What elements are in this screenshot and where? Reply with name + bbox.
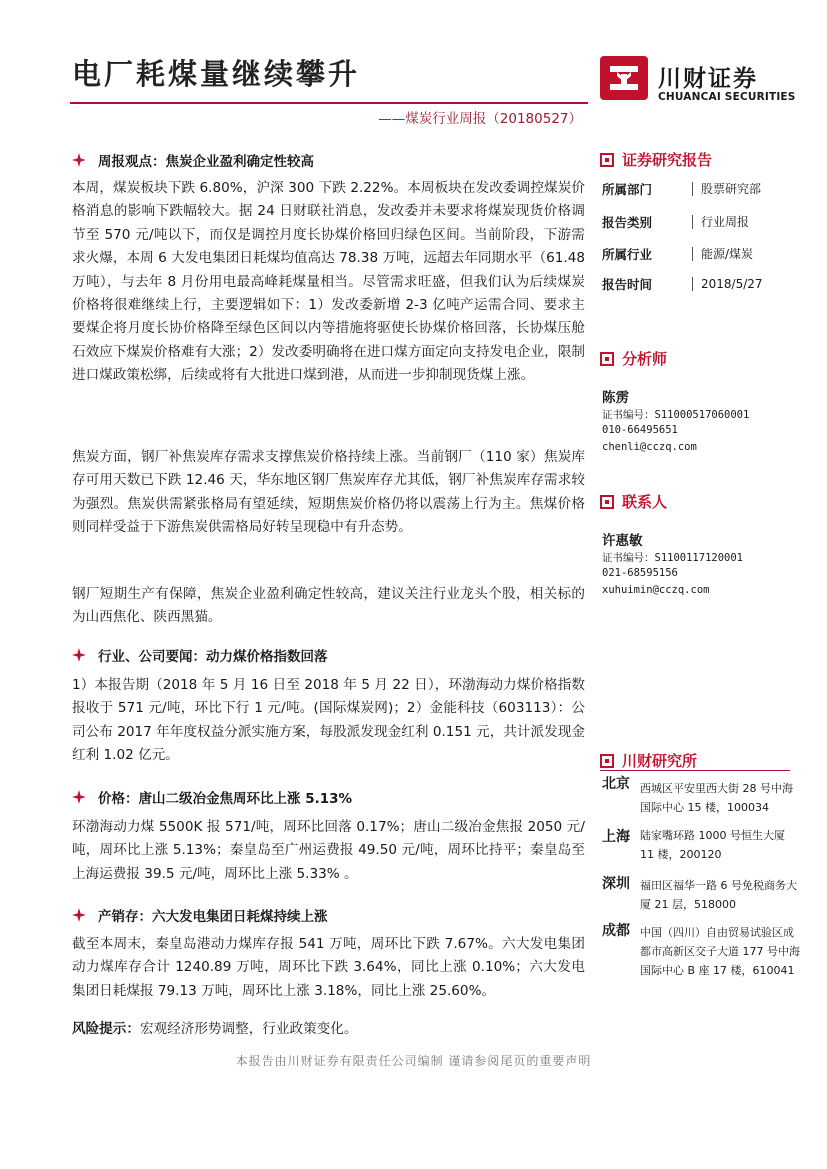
square-bullet-icon [600,352,614,366]
report-type-heading: 证券研究报告 [600,149,712,170]
analyst-phone: 010-66495651 [602,424,678,436]
contact-phone: 021-68595156 [602,567,678,579]
section-heading: 产销存：六大发电集团日耗煤持续上涨 [72,905,328,925]
logo-name-en: CHUANCAI SECURITIES [658,91,796,103]
meta-key: 报告类别 [602,215,653,230]
square-bullet-icon [600,153,614,167]
office-city: 上海 [602,829,630,845]
paragraph: 焦炭方面，钢厂补焦炭库存需求支撑焦炭价格持续上涨。当前钢厂（110 家）焦炭库存可用天数已下跌 12.46 天，华东地区钢厂焦炭库存尤其低，钢厂补焦炭库存需求较为强烈。焦炭供需紧张格局有望延续，短期焦炭价格仍将以震荡上行为主。焦煤价格则同样受益于下游焦炭供需格局好转呈现稳中有升态势。 [72,449,585,536]
meta-value: 股票研究部 [692,182,761,196]
section-heading: 价格：唐山二级冶金焦周环比上涨 5.13% [72,787,352,807]
section-heading: 行业、公司要闻：动力煤价格指数回落 [72,645,328,665]
contact-cert: 证书编号：S1100117120001 [602,552,744,564]
analyst-cert: 证书编号：S1100051706000​1 [602,409,750,421]
meta-value: 2018/5/27 [692,277,763,291]
diamond-bullet-icon [72,908,86,922]
office-address: 陆家嘴环路 1000 号恒生大厦 11 楼，200120 [640,829,785,861]
office-city: 深圳 [602,876,630,892]
logo-name-cn: 川财证券 [658,66,758,92]
report-subtitle: ——煤炭行业周报（20180527） [378,111,582,127]
contact-email[interactable]: xuhuimin@cczq.com [602,584,710,596]
contact-heading: 联系人 [600,491,667,512]
institute-divider [600,770,790,771]
office-address: 西城区平安里西大街 28 号中海国际中心 15 楼，100034 [640,782,793,814]
meta-value: 能源/煤炭 [692,247,753,261]
page-title: 电厂耗煤量继续攀升 [72,57,361,91]
meta-key: 所属部门 [602,182,653,197]
diamond-bullet-icon [72,153,86,167]
chuancai-logo-icon [600,56,648,100]
institute-heading: 川财研究所 [600,750,697,771]
paragraph: 环渤海动力煤 5500K 报 571/吨，周环比回落 0.17%；唐山二级冶金焦报 2050 元/吨，周环比上涨 5.13%；秦皇岛至广州运费报 49.50 元/吨，周环比持平；秦皇岛至上海运费报 39.5 元/吨，周环比上涨 5.33% 。 [72,819,585,882]
office-address: 福田区福华一路 6 号免税商务大厦 21 层，518000 [640,879,797,911]
risk-text: 宏观经济形势调整，行业政策变化。 [139,1021,358,1037]
risk-note [72,1018,585,1041]
meta-value: 行业周报 [692,215,749,229]
office-address: 中国（四川）自由贸易试验区成都市高新区交子大道 177 号中海国际中心 B 座 17 楼，610041 [640,926,800,977]
office-city: 成都 [602,923,630,939]
contact-name: 许惠敏 [602,533,643,549]
paragraph: 1）本报告期（2018 年 5 月 16 日至 2018 年 5 月 22 日），环渤海动力煤价格指数报收于 571 元/吨，环比下行 1 元/吨。(国际煤炭网)；2）金能科技（603113）：公司公布 2017 年年度权益分派实施方案，每股派发现金红利 0.151 元，共计派发现金红利 1.02 亿元。 [72,677,585,764]
paragraph: 钢厂短期生产有保障，焦炭企业盈利确定性较高，建议关注行业龙头个股，相关标的为山西焦化、陕西黑猫。 [72,586,585,626]
section-heading: 周报观点：焦炭企业盈利确定性较高 [72,150,314,170]
paragraph: 本周，煤炭板块下跌 6.80%，沪深 300 下跌 2.22%。本周板块在发改委调控煤炭价格消息的影响下跌幅较大。据 24 日财联社消息，发改委并未要求将煤炭现货价格调节至 570 元/吨以下，而仅是调控月度长协煤价格回归绿色区间。当前阶段，下游需求火爆，本周 6 大发电集团日耗煤均值高达 78.38 万吨，远超去年同期水平（61.48 万吨），与去年 8 月份用电最高峰耗煤量相当。尽管需求旺盛，但我们认为后续煤炭价格将很难继续上行，主要逻辑如下：1）发改委新增 2-3 亿吨产运需合同、要求主要煤企将月度长协价格降至绿色区间以内等措施将驱使长协煤价格回落，长协煤压舱石效应下煤炭价格难有大涨；2）发改委明确将在进口煤方面定向支持发电企业，限制进口煤政策松绑，后续或将有大批进口煤到港，从而进一步抑制现货煤上涨。 [72,180,585,384]
diamond-bullet-icon [72,648,86,662]
meta-key: 所属行业 [602,247,653,262]
paragraph: 截至本周末，秦皇岛港动力煤库存报 541 万吨，周环比下跌 7.67%。六大发电集团动力煤库存合计 1240.89 万吨，周环比下跌 3.64%，同比上涨 0.10%；六大发电集团日耗煤报 79.13 万吨，周环比上涨 3.18%，同比上涨 25.60%。 [72,936,585,999]
office-city: 北京 [602,776,630,792]
analyst-name: 陈雳 [602,390,629,406]
analyst-heading: 分析师 [600,348,667,369]
square-bullet-icon [600,495,614,509]
risk-label: 风险提示： [72,1021,140,1037]
diamond-bullet-icon [72,790,86,804]
footer-disclaimer: 本报告由川财证券有限责任公司编制 谨请参阅尾页的重要声明 [235,1054,592,1068]
analyst-email[interactable]: chenli@cczq.com [602,441,697,453]
meta-key: 报告时间 [602,277,653,292]
header-divider [70,102,588,104]
square-bullet-icon [600,754,614,768]
